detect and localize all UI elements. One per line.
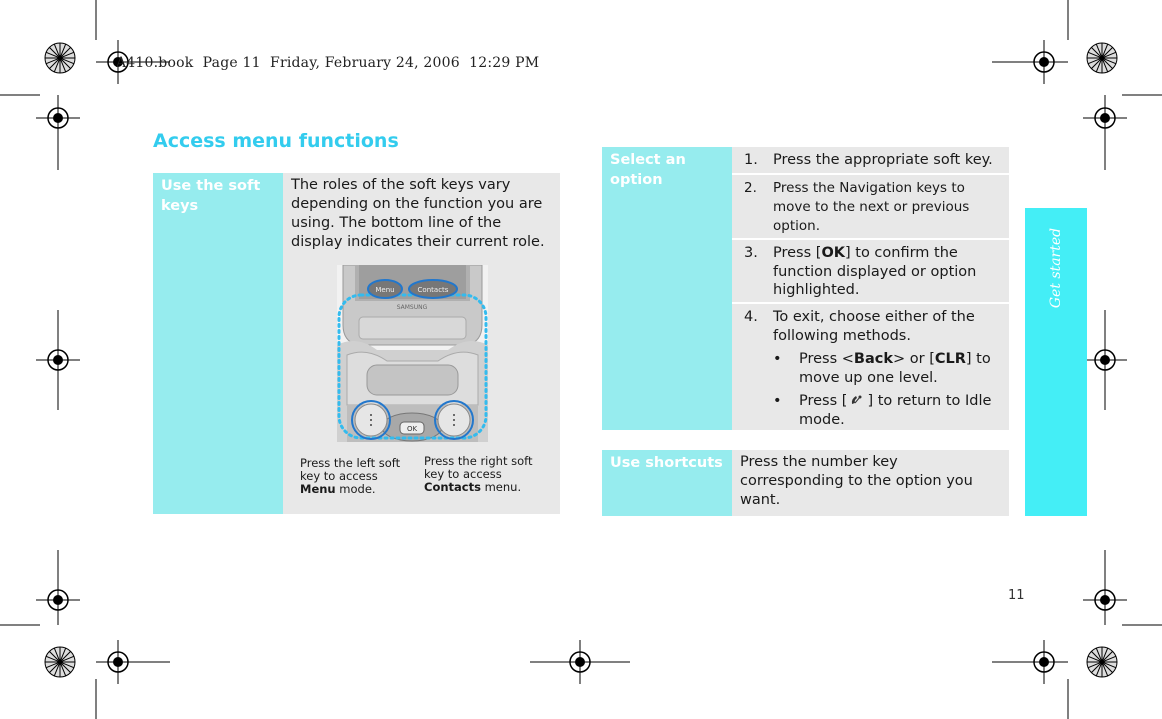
- soft-keys-heading: Use the soft keys: [161, 178, 261, 214]
- right-soft-key-callout: Press the right soft key to access Contacts menu.: [424, 454, 533, 494]
- svg-text:SAMSUNG: SAMSUNG: [396, 304, 428, 311]
- print-header: A410.book Page 11 Friday, February 24, 2006 12:29 PM: [116, 55, 540, 71]
- step-3: 3. Press [OK] to confirm the function displayed or option highlighted.: [732, 240, 1009, 302]
- ok-key-label: OK: [406, 425, 418, 433]
- bullet-idle: • Press [ ] to return to Idle mode.: [773, 393, 992, 428]
- shortcuts-heading-cell: [602, 450, 732, 516]
- shortcuts-description: Press the number key corresponding to the option you want.: [740, 454, 973, 508]
- bullet-back: • Press <Back> or [CLR] to move up one level.: [773, 351, 991, 386]
- step-1: 1. Press the appropriate soft key.: [732, 147, 1009, 173]
- end-call-icon: [847, 393, 867, 407]
- soft-keys-heading-cell: [153, 173, 283, 514]
- chapter-label: Get started: [1048, 227, 1064, 309]
- select-option-heading-cell: [602, 147, 732, 430]
- step-4: 4. To exit, choose either of the following methods. • Press <Back> or [CLR] to move up one level. • Press [ ] to return to Idle mode.: [732, 304, 1009, 430]
- shortcuts-heading: Use shortcuts: [610, 455, 723, 471]
- left-soft-key-callout: Press the left soft key to access Menu mode.: [300, 456, 401, 496]
- step-2: 2. Press the Navigation keys to move to the next or previous option.: [732, 175, 1009, 238]
- section-title: Access menu functions: [153, 130, 399, 152]
- select-option-heading: Select an option: [610, 152, 686, 188]
- shortcuts-body-cell: [732, 450, 1009, 516]
- page-number: 11: [1008, 588, 1025, 603]
- screen-menu-label: Menu: [375, 286, 395, 294]
- soft-keys-description: The roles of the soft keys vary depending on the function you are using. The bottom line of the display indicates their current role.: [291, 177, 545, 250]
- phone-illustration: [337, 265, 488, 442]
- chapter-side-tab: [1025, 208, 1087, 516]
- screen-contacts-label: Contacts: [417, 286, 449, 294]
